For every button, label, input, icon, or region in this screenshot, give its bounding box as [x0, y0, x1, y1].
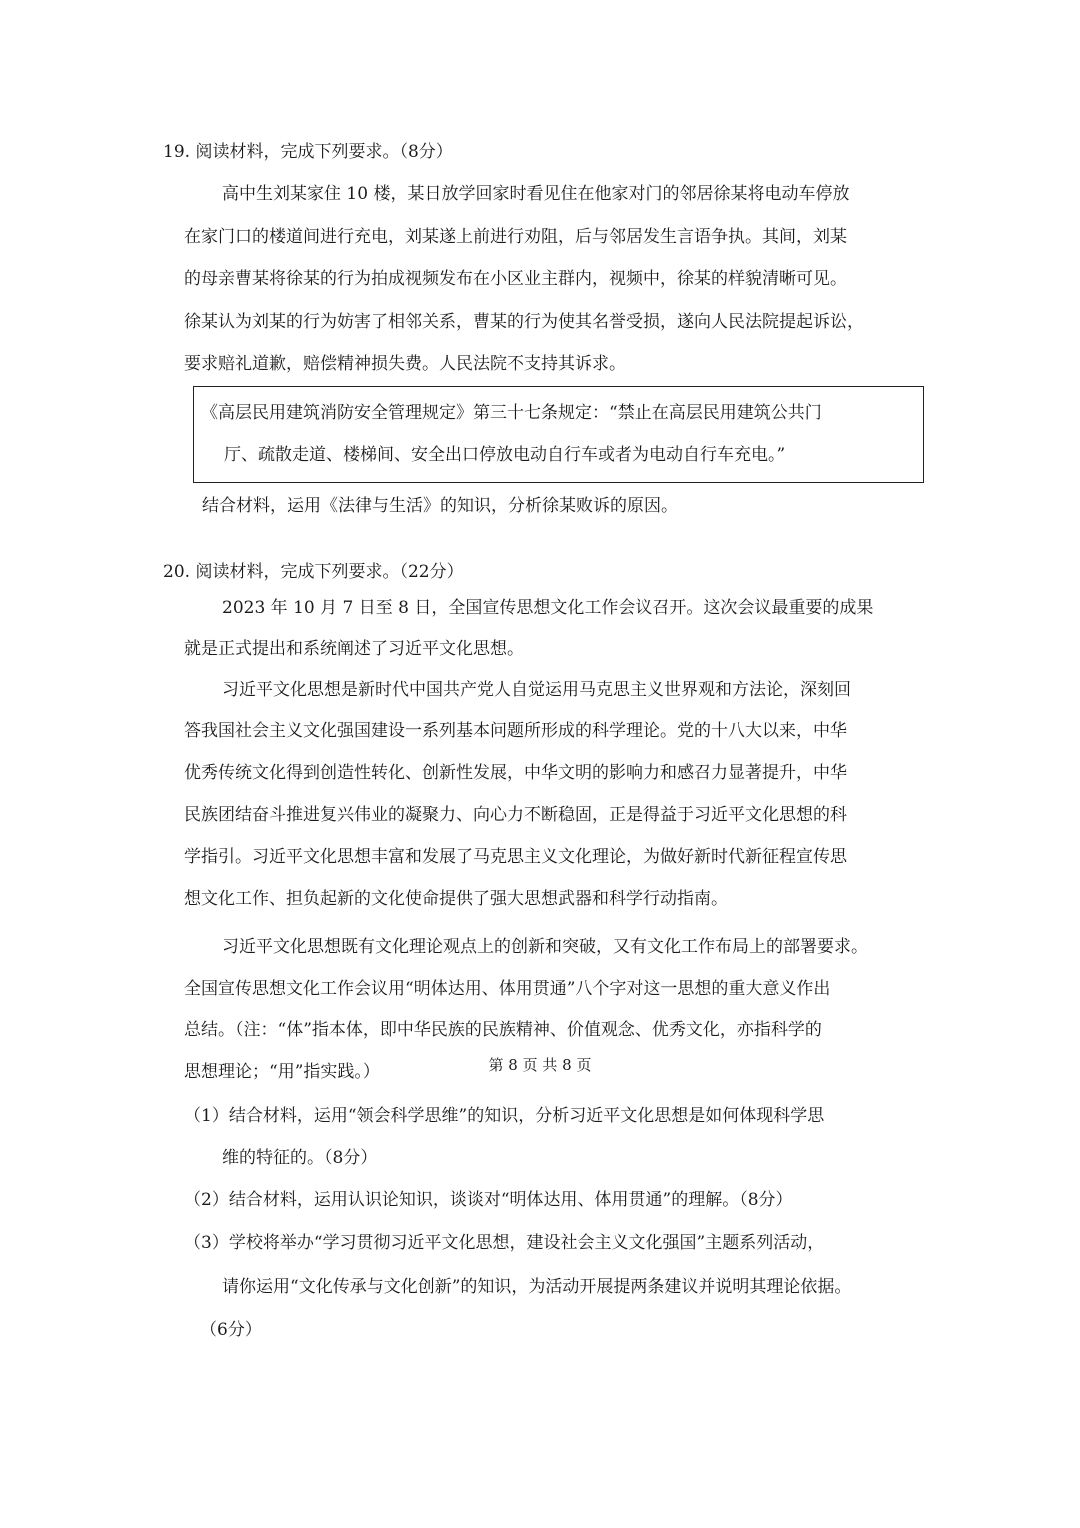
q19-header: 19. 阅读材料，完成下列要求。（8分）	[163, 142, 453, 162]
q20-sub3-line-1: （3）学校将举办“学习贯彻习近平文化思想，建设社会主义文化强国”主题系列活动，	[184, 1233, 825, 1253]
q20-header: 20. 阅读材料，完成下列要求。（22分）	[163, 562, 464, 582]
q20-p2-line-3: 优秀传统文化得到创造性转化、创新性发展，中华文明的影响力和感召力显著提升，中华	[184, 763, 847, 783]
q19-question: 结合材料，运用《法律与生活》的知识，分析徐某败诉的原因。	[202, 496, 678, 516]
q19-line-4: 徐某认为刘某的行为妨害了相邻关系，曹某的行为使其名誉受损，遂向人民法院提起诉讼，	[184, 312, 864, 332]
q19-line-2: 在家门口的楼道间进行充电，刘某遂上前进行劝阻，后与邻居发生言语争执。其间，刘某	[184, 227, 847, 247]
q20-p2-line-5: 学指引。习近平文化思想丰富和发展了马克思主义文化理论，为做好新时代新征程宣传思	[184, 847, 847, 867]
q20-p2-line-1: 习近平文化思想是新时代中国共产党人自觉运用马克思主义世界观和方法论，深刻回	[222, 680, 851, 700]
q20-p3-line-2: 全国宣传思想文化工作会议用“明体达用、体用贯通”八个字对这一思想的重大意义作出	[184, 979, 831, 999]
regulation-line-2: 厅、疏散走道、楼梯间、安全出口停放电动自行车或者为电动自行车充电。”	[224, 445, 786, 465]
q20-p3-line-4: 思想理论；“用”指实践。）	[184, 1062, 380, 1082]
q19-line-5: 要求赔礼道歉，赔偿精神损失费。人民法院不支持其诉求。	[184, 354, 626, 374]
q20-p3-line-3: 总结。（注：“体”指本体，即中华民族的民族精神、价值观念、优秀文化，亦指科学的	[184, 1020, 822, 1040]
q20-p1-line-1: 2023 年 10 月 7 日至 8 日，全国宣传思想文化工作会议召开。这次会议最重要的成果	[222, 598, 874, 618]
q20-p2-line-4: 民族团结奋斗推进复兴伟业的凝聚力、向心力不断稳固，正是得益于习近平文化思想的科	[184, 805, 847, 825]
regulation-box	[193, 386, 924, 483]
q20-p1-line-2: 就是正式提出和系统阐述了习近平文化思想。	[184, 639, 524, 659]
q20-p2-line-2: 答我国社会主义文化强国建设一系列基本问题所形成的科学理论。党的十八大以来，中华	[184, 721, 847, 741]
q20-sub2: （2）结合材料，运用认识论知识，谈谈对“明体达用、体用贯通”的理解。（8分）	[184, 1190, 793, 1210]
q20-sub3-line-2: 请你运用“文化传承与文化创新”的知识，为活动开展提两条建议并说明其理论依据。	[222, 1277, 852, 1297]
q20-sub1-line-2: 维的特征的。（8分）	[222, 1148, 378, 1168]
regulation-line-1: 《高层民用建筑消防安全管理规定》第三十七条规定：“禁止在高层民用建筑公共门	[201, 403, 822, 423]
q19-line-1: 高中生刘某家住 10 楼，某日放学回家时看见住在他家对门的邻居徐某将电动车停放	[222, 184, 850, 204]
q19-line-3: 的母亲曹某将徐某的行为拍成视频发布在小区业主群内，视频中，徐某的样貌清晰可见。	[184, 269, 847, 289]
q20-sub1-line-1: （1）结合材料，运用“领会科学思维”的知识，分析习近平文化思想是如何体现科学思	[184, 1106, 825, 1126]
q20-p2-line-6: 想文化工作、担负起新的文化使命提供了强大思想武器和科学行动指南。	[184, 889, 728, 909]
q20-sub3-line-3: （6分）	[200, 1320, 262, 1340]
page-footer: 第 8 页 共 8 页	[488, 1056, 592, 1074]
q20-p3-line-1: 习近平文化思想既有文化理论观点上的创新和突破，又有文化工作布局上的部署要求。	[222, 937, 868, 957]
